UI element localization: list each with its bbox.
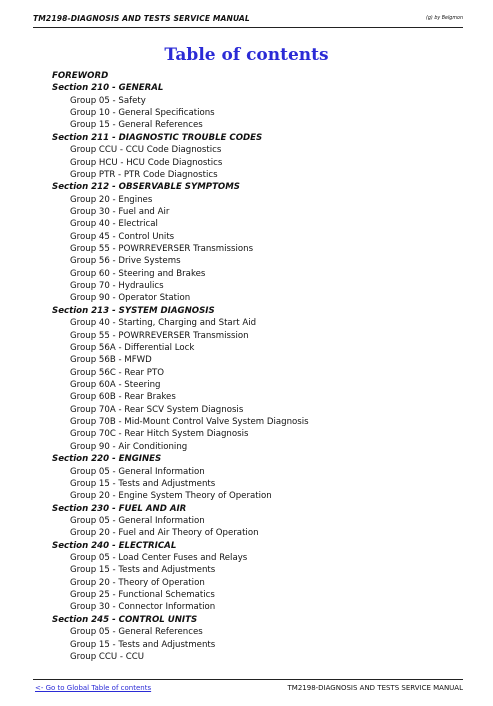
toc-group-link[interactable]: Group 60 - Steering and Brakes — [70, 268, 206, 279]
toc-group-link[interactable]: Group 30 - Fuel and Air — [70, 206, 170, 217]
toc-group-link[interactable]: Group CCU - CCU — [70, 651, 145, 662]
toc-section-link[interactable]: Section 210 - GENERAL — [52, 83, 164, 94]
toc-group-link[interactable]: Group 15 - General References — [70, 120, 203, 131]
toc-section-link[interactable]: Section 245 - CONTROL UNITS — [52, 614, 198, 625]
header-manual-title: TM2198-DIAGNOSIS AND TESTS SERVICE MANUAL — [33, 14, 250, 23]
toc-group-link[interactable]: Group 05 - General Information — [70, 515, 205, 526]
toc-group-link[interactable]: Group 70A - Rear SCV System Diagnosis — [70, 404, 244, 415]
footer-manual-title: TM2198-DIAGNOSIS AND TESTS SERVICE MANUAL — [287, 684, 463, 692]
toc-group-link[interactable]: Group 15 - Tests and Adjustments — [70, 639, 216, 650]
page-footer — [33, 679, 463, 694]
toc-group-link[interactable]: Group 25 - Functional Schematics — [70, 590, 215, 601]
toc-group-link[interactable]: Group 40 - Electrical — [70, 219, 158, 230]
toc-list — [0, 70, 493, 663]
toc-group-link[interactable]: Group 15 - Tests and Adjustments — [70, 565, 216, 576]
toc-section-link[interactable]: FOREWORD — [52, 71, 109, 81]
toc-group-link[interactable]: Group 90 - Operator Station — [70, 293, 191, 304]
global-toc-link[interactable]: <- Go to Global Table of contents — [35, 684, 152, 692]
toc-group-link[interactable]: Group 56C - Rear PTO — [70, 367, 164, 378]
toc-group-link[interactable]: Group 20 - Theory of Operation — [70, 577, 205, 588]
toc-group-link[interactable]: Group 20 - Fuel and Air Theory of Operation — [70, 528, 259, 539]
toc-group-link[interactable]: Group 60A - Steering — [70, 379, 161, 390]
toc-section-link[interactable]: Section 230 - FUEL AND AIR — [52, 503, 187, 514]
toc-group-link[interactable]: Group HCU - HCU Code Diagnostics — [70, 157, 223, 168]
toc-group-link[interactable]: Group 56B - MFWD — [70, 355, 152, 366]
toc-group-link[interactable]: Group 60B - Rear Brakes — [70, 392, 176, 403]
toc-group-link[interactable]: Group 45 - Control Units — [70, 231, 175, 242]
page-header — [33, 13, 463, 28]
toc-group-link[interactable]: Group 90 - Air Conditioning — [70, 441, 188, 452]
toc-group-link[interactable]: Group 05 - Safety — [70, 95, 146, 106]
toc-section-link[interactable]: Section 211 - DIAGNOSTIC TROUBLE CODES — [52, 132, 263, 143]
toc-group-link[interactable]: Group 05 - General References — [70, 627, 203, 638]
toc-section-link[interactable]: Section 212 - OBSERVABLE SYMPTOMS — [52, 182, 240, 193]
toc-group-link[interactable]: Group 56 - Drive Systems — [70, 256, 181, 267]
toc-group-link[interactable]: Group CCU - CCU Code Diagnostics — [70, 145, 222, 156]
toc-group-link[interactable]: Group 10 - General Specifications — [70, 108, 215, 119]
toc-section-link[interactable]: Section 220 - ENGINES — [52, 454, 162, 465]
toc-group-link[interactable]: Group 56A - Differential Lock — [70, 342, 195, 353]
toc-group-link[interactable]: Group 20 - Engines — [70, 194, 153, 205]
page-title: Table of contents — [164, 45, 329, 65]
toc-group-link[interactable]: Group 15 - Tests and Adjustments — [70, 478, 216, 489]
toc-group-link[interactable]: Group 05 - Load Center Fuses and Relays — [70, 553, 248, 564]
toc-group-link[interactable]: Group PTR - PTR Code Diagnostics — [70, 169, 218, 180]
toc-group-link[interactable]: Group 30 - Connector Information — [70, 602, 216, 613]
toc-group-link[interactable]: Group 05 - General Information — [70, 466, 205, 477]
toc-group-link[interactable]: Group 70B - Mid-Mount Control Valve System Diagnosis — [70, 417, 309, 428]
toc-group-link[interactable]: Group 70C - Rear Hitch System Diagnosis — [70, 429, 249, 440]
toc-group-link[interactable]: Group 55 - POWRREVERSER Transmissions — [70, 244, 254, 255]
toc-group-link[interactable]: Group 70 - Hydraulics — [70, 281, 164, 292]
toc-group-link[interactable]: Group 40 - Starting, Charging and Start Aid — [70, 318, 257, 329]
header-brand: (g) by Belgmon — [426, 16, 463, 21]
toc-section-link[interactable]: Section 213 - SYSTEM DIAGNOSIS — [52, 305, 215, 316]
toc-group-link[interactable]: Group 20 - Engine System Theory of Operation — [70, 491, 272, 502]
toc-section-link[interactable]: Section 240 - ELECTRICAL — [52, 540, 177, 551]
toc-group-link[interactable]: Group 55 - POWRREVERSER Transmission — [70, 330, 249, 341]
